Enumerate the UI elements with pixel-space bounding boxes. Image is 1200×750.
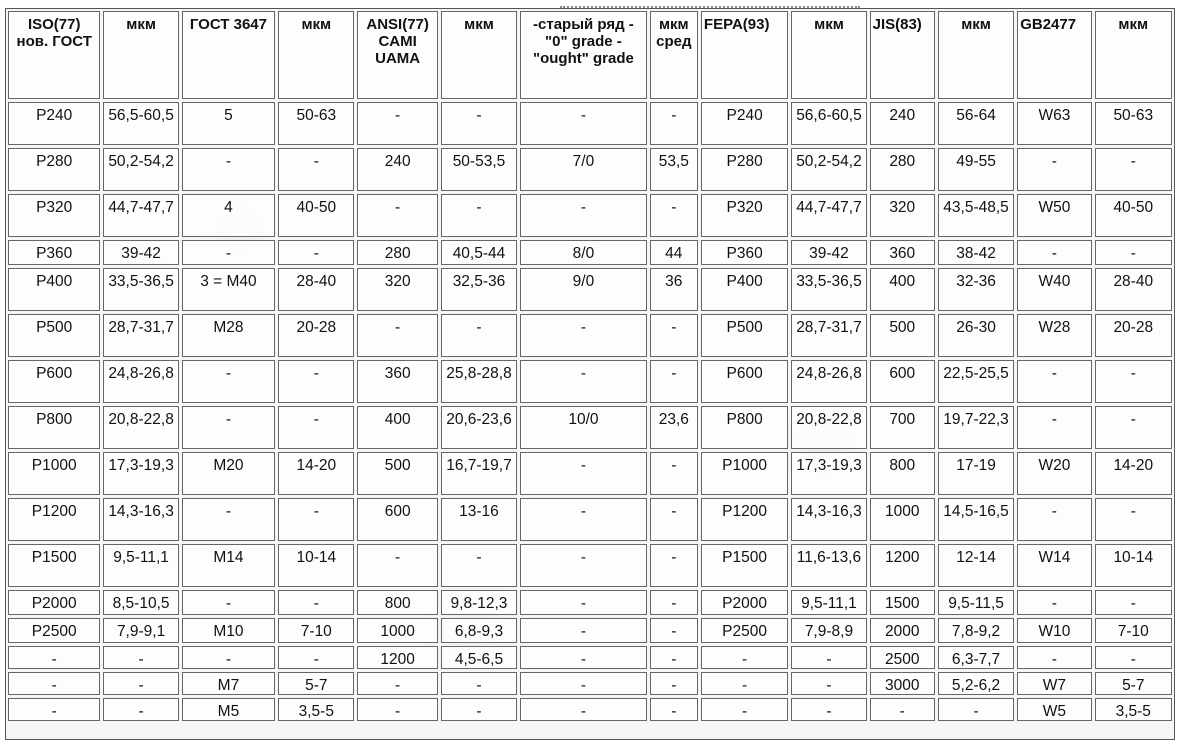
table-cell: -	[357, 698, 437, 721]
table-cell: W20	[1017, 452, 1091, 495]
table-cell: -	[520, 360, 647, 403]
table-cell: -	[1017, 148, 1091, 191]
table-cell: -	[1095, 646, 1172, 669]
table-cell: -	[103, 672, 178, 695]
table-cell: 14,3-16,3	[103, 498, 178, 541]
table-cell: -	[701, 646, 788, 669]
table-cell: -	[650, 498, 698, 541]
table-cell: 400	[357, 406, 437, 449]
table-cell: 40-50	[1095, 194, 1172, 237]
table-cell: -	[103, 646, 178, 669]
table-cell: -	[520, 452, 647, 495]
table-cell: M7	[182, 672, 275, 695]
header-row	[8, 11, 1172, 99]
table-cell: W40	[1017, 268, 1091, 311]
table-cell: 20,8-22,8	[103, 406, 178, 449]
table-cell: 800	[357, 590, 437, 615]
table-row	[8, 618, 1172, 643]
table-cell: 20,8-22,8	[791, 406, 866, 449]
table-cell: 16,7-19,7	[441, 452, 517, 495]
table-cell: 5,2-6,2	[938, 672, 1014, 695]
table-cell: -	[357, 194, 437, 237]
header-mkm: мкм	[103, 11, 178, 99]
table-cell: -	[441, 672, 517, 695]
table-cell: M14	[182, 544, 275, 587]
table-cell: -	[1017, 406, 1091, 449]
table-row	[8, 698, 1172, 721]
table-cell: P1200	[8, 498, 100, 541]
table-cell: -	[357, 102, 437, 145]
table-cell: 28,7-31,7	[103, 314, 178, 357]
table-cell: W63	[1017, 102, 1091, 145]
table-cell: -	[182, 646, 275, 669]
table-cell: 7,8-9,2	[938, 618, 1014, 643]
table-cell: -	[520, 498, 647, 541]
table-cell: 600	[870, 360, 935, 403]
table-cell: -	[1095, 240, 1172, 265]
table-cell: 240	[357, 148, 437, 191]
table-cell: -	[791, 646, 866, 669]
table-cell: -	[701, 698, 788, 721]
table-cell: 600	[357, 498, 437, 541]
table-cell: -	[182, 148, 275, 191]
table-cell: P1000	[701, 452, 788, 495]
table-cell: 14-20	[278, 452, 354, 495]
table-cell: 28-40	[278, 268, 354, 311]
table-cell: -	[278, 148, 354, 191]
table-row	[8, 240, 1172, 265]
table-cell: 700	[870, 406, 935, 449]
table-cell: 53,5	[650, 148, 698, 191]
table-cell: 40-50	[278, 194, 354, 237]
table-cell: P500	[701, 314, 788, 357]
header-mkm: мкм	[791, 11, 866, 99]
table-cell: 500	[870, 314, 935, 357]
table-cell: 24,8-26,8	[103, 360, 178, 403]
table-cell: -	[650, 314, 698, 357]
table-cell: 8,5-10,5	[103, 590, 178, 615]
header-fepa: FEPA(93)	[701, 11, 788, 99]
table-cell: 3,5-5	[278, 698, 354, 721]
table-cell: P800	[701, 406, 788, 449]
table-cell: M5	[182, 698, 275, 721]
table-cell: P1500	[8, 544, 100, 587]
table-cell: P600	[8, 360, 100, 403]
table-cell: -	[650, 544, 698, 587]
table-cell: 1200	[870, 544, 935, 587]
table-cell: 9,8-12,3	[441, 590, 517, 615]
table-cell: 33,5-36,5	[791, 268, 866, 311]
table-cell: -	[1017, 360, 1091, 403]
table-row	[8, 148, 1172, 191]
header-mkm: мкм	[938, 11, 1014, 99]
table-cell: 14,3-16,3	[791, 498, 866, 541]
table-cell: -	[441, 314, 517, 357]
table-cell: -	[278, 406, 354, 449]
table-cell: P2000	[701, 590, 788, 615]
table-cell: 56,6-60,5	[791, 102, 866, 145]
table-cell: M10	[182, 618, 275, 643]
table-cell: W28	[1017, 314, 1091, 357]
table-cell: 39-42	[103, 240, 178, 265]
table-cell: 7,9-8,9	[791, 618, 866, 643]
table-cell: -	[791, 698, 866, 721]
table-cell: 8/0	[520, 240, 647, 265]
table-cell: 26-30	[938, 314, 1014, 357]
table-cell: W10	[1017, 618, 1091, 643]
table-cell: 14,5-16,5	[938, 498, 1014, 541]
table-cell: -	[520, 618, 647, 643]
header-jis: JIS(83)	[870, 11, 935, 99]
table-cell: -	[1017, 646, 1091, 669]
table-cell: 320	[357, 268, 437, 311]
table-cell: -	[8, 698, 100, 721]
table-cell: P400	[8, 268, 100, 311]
table-cell: P320	[8, 194, 100, 237]
header-mkm: мкм	[1095, 11, 1172, 99]
table-cell: -	[650, 360, 698, 403]
table-cell: 9,5-11,5	[938, 590, 1014, 615]
table-cell: 1200	[357, 646, 437, 669]
table-cell: 280	[870, 148, 935, 191]
table-cell: 6,3-7,7	[938, 646, 1014, 669]
table-cell: 360	[357, 360, 437, 403]
header-gb: GB2477	[1017, 11, 1091, 99]
table-row	[8, 102, 1172, 145]
table-cell: 10-14	[278, 544, 354, 587]
table-cell: 24,8-26,8	[791, 360, 866, 403]
table-cell: -	[791, 672, 866, 695]
table-cell: 3 = M40	[182, 268, 275, 311]
header-mkm: мкм	[278, 11, 354, 99]
table-cell: 33,5-36,5	[103, 268, 178, 311]
table-cell: -	[1095, 406, 1172, 449]
table-cell: 1500	[870, 590, 935, 615]
table-cell: -	[650, 102, 698, 145]
table-row	[8, 672, 1172, 695]
table-cell: W50	[1017, 194, 1091, 237]
table-cell: -	[278, 498, 354, 541]
table-row	[8, 268, 1172, 311]
table-cell: -	[103, 698, 178, 721]
table-row	[8, 544, 1172, 587]
table-cell: 360	[870, 240, 935, 265]
table-cell: -	[520, 646, 647, 669]
header-mkm-avg: мкм сред	[650, 11, 698, 99]
table-cell: P320	[701, 194, 788, 237]
table-cell: 20,6-23,6	[441, 406, 517, 449]
table-cell: 400	[870, 268, 935, 311]
table-cell: 10/0	[520, 406, 647, 449]
table-cell: -	[701, 672, 788, 695]
table-cell: 500	[357, 452, 437, 495]
header-ansi: ANSI(77) CAMI UAMA	[357, 11, 437, 99]
table-cell: -	[441, 194, 517, 237]
table-cell: -	[278, 646, 354, 669]
table-cell: 19,7-22,3	[938, 406, 1014, 449]
table-cell: 2000	[870, 618, 935, 643]
table-cell: -	[1017, 240, 1091, 265]
table-cell: P800	[8, 406, 100, 449]
table-row	[8, 498, 1172, 541]
table-cell: -	[441, 102, 517, 145]
table-cell: P240	[701, 102, 788, 145]
table-cell: -	[1017, 590, 1091, 615]
table-cell: 28-40	[1095, 268, 1172, 311]
table-cell: -	[278, 240, 354, 265]
table-cell: -	[182, 406, 275, 449]
table-cell: 40,5-44	[441, 240, 517, 265]
table-cell: 7-10	[1095, 618, 1172, 643]
table-cell: 1000	[870, 498, 935, 541]
table-cell: 5	[182, 102, 275, 145]
table-cell: P280	[701, 148, 788, 191]
table-cell: 20-28	[278, 314, 354, 357]
table-cell: 9/0	[520, 268, 647, 311]
table-cell: 280	[357, 240, 437, 265]
table-cell: -	[8, 672, 100, 695]
table-cell: 5-7	[278, 672, 354, 695]
table-cell: -	[650, 618, 698, 643]
table-cell: -	[357, 314, 437, 357]
table-cell: 13-16	[441, 498, 517, 541]
table-row	[8, 590, 1172, 615]
table-cell: P1500	[701, 544, 788, 587]
table-cell: 43,5-48,5	[938, 194, 1014, 237]
table-cell: -	[1095, 148, 1172, 191]
table-cell: M20	[182, 452, 275, 495]
table-cell: 5-7	[1095, 672, 1172, 695]
table-cell: 1000	[357, 618, 437, 643]
table-cell: -	[520, 590, 647, 615]
table-cell: W5	[1017, 698, 1091, 721]
table-cell: -	[650, 452, 698, 495]
table-cell: -	[1095, 590, 1172, 615]
table-cell: P600	[701, 360, 788, 403]
table-cell: -	[650, 590, 698, 615]
table-cell: 56,5-60,5	[103, 102, 178, 145]
table-cell: P240	[8, 102, 100, 145]
table-row	[8, 360, 1172, 403]
table-cell: 50,2-54,2	[791, 148, 866, 191]
table-cell: 12-14	[938, 544, 1014, 587]
table-cell: 23,6	[650, 406, 698, 449]
table-cell: 22,5-25,5	[938, 360, 1014, 403]
table-cell: 800	[870, 452, 935, 495]
table-cell: 17,3-19,3	[791, 452, 866, 495]
table-cell: W7	[1017, 672, 1091, 695]
table-row	[8, 194, 1172, 237]
table-cell: 50-53,5	[441, 148, 517, 191]
table-cell: -	[650, 646, 698, 669]
table-cell: -	[182, 360, 275, 403]
table-cell: -	[520, 698, 647, 721]
table-cell: 7,9-9,1	[103, 618, 178, 643]
table-cell: -	[520, 544, 647, 587]
table-cell: 44	[650, 240, 698, 265]
table-cell: 44,7-47,7	[103, 194, 178, 237]
table-cell: -	[938, 698, 1014, 721]
table-row	[8, 406, 1172, 449]
table-cell: -	[1017, 498, 1091, 541]
table-cell: -	[278, 590, 354, 615]
table-cell: -	[357, 672, 437, 695]
table-cell: P360	[701, 240, 788, 265]
table-cell: -	[650, 698, 698, 721]
table-cell: 7-10	[278, 618, 354, 643]
table-cell: 50-63	[1095, 102, 1172, 145]
header-iso: ISO(77) нов. ГОСТ	[8, 11, 100, 99]
table-cell: -	[357, 544, 437, 587]
header-mkm: мкм	[441, 11, 517, 99]
table-cell: -	[520, 314, 647, 357]
table-cell: -	[8, 646, 100, 669]
table-cell: 50,2-54,2	[103, 148, 178, 191]
table-cell: W14	[1017, 544, 1091, 587]
table-row	[8, 646, 1172, 669]
table-cell: P2500	[701, 618, 788, 643]
table-cell: -	[278, 360, 354, 403]
table-cell: P1000	[8, 452, 100, 495]
table-cell: -	[520, 194, 647, 237]
table-cell: -	[870, 698, 935, 721]
top-dotted-line	[560, 0, 860, 8]
table-cell: 2500	[870, 646, 935, 669]
table-cell: -	[182, 240, 275, 265]
table-cell: -	[520, 102, 647, 145]
table-cell: M28	[182, 314, 275, 357]
table-cell: 6,8-9,3	[441, 618, 517, 643]
table-cell: P2000	[8, 590, 100, 615]
table-cell: 49-55	[938, 148, 1014, 191]
table-cell: -	[650, 194, 698, 237]
header-gost: ГОСТ 3647	[182, 11, 275, 99]
table-cell: 20-28	[1095, 314, 1172, 357]
table-cell: 11,6-13,6	[791, 544, 866, 587]
table-row	[8, 314, 1172, 357]
table-cell: 3000	[870, 672, 935, 695]
table-row	[8, 452, 1172, 495]
table-cell: -	[1095, 360, 1172, 403]
table-cell: P500	[8, 314, 100, 357]
table-cell: 32-36	[938, 268, 1014, 311]
table-cell: 17-19	[938, 452, 1014, 495]
table-cell: 36	[650, 268, 698, 311]
table-cell: P280	[8, 148, 100, 191]
table-cell: 4,5-6,5	[441, 646, 517, 669]
grit-comparison-table	[5, 8, 1175, 724]
header-old-series: -старый ряд -"0" grade -"ought" grade	[520, 11, 647, 99]
table-cell: 38-42	[938, 240, 1014, 265]
table-cell: -	[1095, 498, 1172, 541]
table-cell: 9,5-11,1	[791, 590, 866, 615]
table-cell: 56-64	[938, 102, 1014, 145]
table-cell: 39-42	[791, 240, 866, 265]
table-cell: P1200	[701, 498, 788, 541]
table-cell: -	[182, 590, 275, 615]
table-cell: -	[182, 498, 275, 541]
table-cell: 9,5-11,1	[103, 544, 178, 587]
table-cell: 4	[182, 194, 275, 237]
table-cell: 7/0	[520, 148, 647, 191]
table-cell: P400	[701, 268, 788, 311]
table-cell: 32,5-36	[441, 268, 517, 311]
table-cell: P360	[8, 240, 100, 265]
table-cell: 17,3-19,3	[103, 452, 178, 495]
table-cell: -	[520, 672, 647, 695]
table-cell: 14-20	[1095, 452, 1172, 495]
table-cell: 28,7-31,7	[791, 314, 866, 357]
table-cell: P2500	[8, 618, 100, 643]
table-cell: 320	[870, 194, 935, 237]
table-cell: 50-63	[278, 102, 354, 145]
table-cell: -	[650, 672, 698, 695]
table-cell: -	[441, 544, 517, 587]
table-cell: 3,5-5	[1095, 698, 1172, 721]
table-cell: 10-14	[1095, 544, 1172, 587]
table-cell: -	[441, 698, 517, 721]
table-cell: 44,7-47,7	[791, 194, 866, 237]
table-cell: 25,8-28,8	[441, 360, 517, 403]
table-cell: 240	[870, 102, 935, 145]
